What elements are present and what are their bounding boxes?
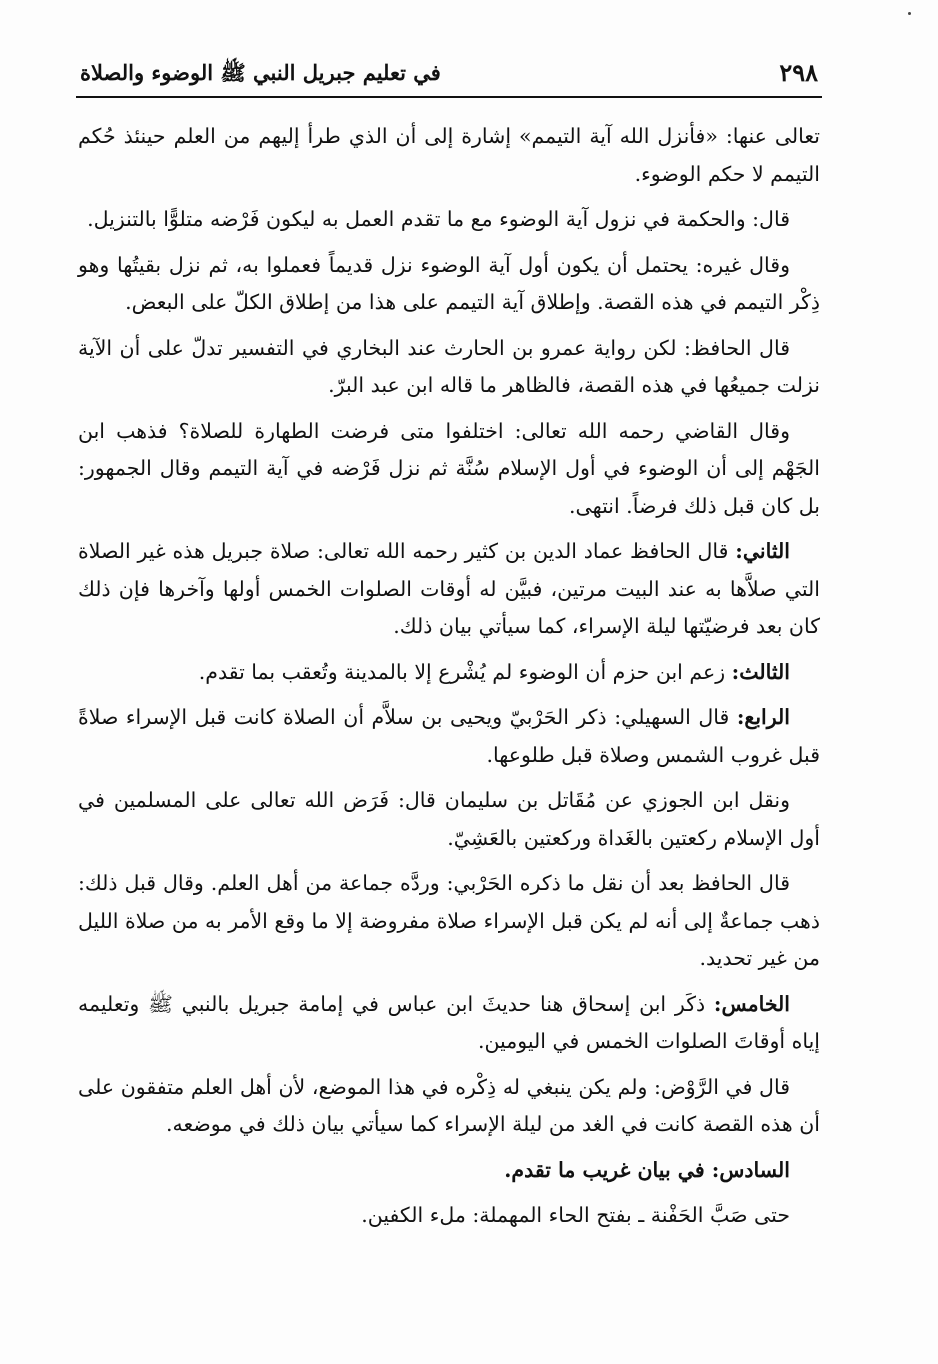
paragraph bbox=[78, 782, 820, 857]
scan-speck bbox=[908, 12, 911, 15]
section-lead: الخامس: bbox=[713, 991, 790, 1016]
section-lead: الرابع: bbox=[736, 705, 790, 729]
paragraph bbox=[78, 1069, 820, 1144]
paragraph bbox=[78, 330, 820, 405]
paragraph bbox=[78, 118, 820, 193]
paragraph bbox=[78, 201, 820, 239]
paragraph bbox=[78, 699, 820, 774]
paragraph-text: قال في الرَّوْض: ولم يكن ينبغي له ذِكْره في هذا الموضع، لأن أهل العلم متفقون على أن هذه القصة كانت في الغد من ليلة الإسراء كما سيأتي بيان ذلك في موضعه. bbox=[78, 1074, 820, 1136]
section-lead: الثالث: bbox=[731, 659, 790, 684]
paragraph bbox=[78, 533, 820, 646]
paragraph-text: وقال غيره: يحتمل أن يكون أول آية الوضوء نزل قديماً فعملوا به، ثم نزل بقيتُها وهو ذِكْر التيمم في هذه القصة. وإطلاق آية التيمم على هذا من إطلاق الكلّ على البعض. bbox=[78, 252, 820, 314]
page-number: ٢٩٨ bbox=[779, 58, 818, 87]
running-title: في تعليم جبريل النبي ﷺ الوضوء والصلاة bbox=[80, 60, 441, 85]
paragraph-text: قال الحافظ عماد الدين بن كثير رحمه الله تعالى: صلاة جبريل هذه غير الصلاة التي صلاَّها به عند البيت مرتين، فبيَّن له أوقات الصلوات الخمس أولها وآخرها فإن ذلك كان بعد فرضيّتها ليلة الإسراء، كما سيأتي بيان ذلك. bbox=[78, 539, 820, 638]
section-heading bbox=[78, 1152, 820, 1190]
paragraph bbox=[78, 865, 820, 978]
paragraph bbox=[78, 247, 820, 322]
paragraph-text: قال الحافظ: لكن رواية عمرو بن الحارث عند البخاري في التفسير تدلّ على أن الآية نزلت جميعُها في هذه القصة، فالظاهر ما قاله ابن عبد البرّ. bbox=[78, 335, 820, 397]
section-lead: الثاني: bbox=[735, 539, 790, 563]
paragraph bbox=[78, 413, 820, 526]
paragraph bbox=[78, 986, 820, 1061]
page-header bbox=[76, 52, 822, 94]
paragraph-text: حتى صَبَّ الحَفْنة ـ بفتح الحاء المهملة: ملء الكفين. bbox=[361, 1203, 790, 1227]
paragraph-text: قال الحافظ بعد أن نقل ما ذكره الحَرْبي: وردَّه جماعة من أهل العلم. وقال قبل ذلك: ذهب جماعةٌ إلى أنه لم يكن قبل الإسراء صلاة مفروضة إلا ما وقع الأمر به من صلاة الليل من غير تحديد. bbox=[78, 871, 820, 970]
paragraph bbox=[78, 654, 820, 692]
body-text bbox=[78, 118, 820, 1243]
paragraph-text: ونقل ابن الجوزي عن مُقَاتل بن سليمان قال: فَرَض الله تعالى على المسلمين في أول الإسلام ركعتين بالغَداة وركعتين بالعَشِيّ. bbox=[78, 788, 820, 850]
paragraph-text: زعم ابن حزم أن الوضوء لم يُشْرع إلا بالمدينة وتُعقب بما تقدم. bbox=[198, 659, 732, 684]
paragraph-text: قال السهيلي: ذكر الحَرْبيّ ويحيى بن سلاَّم أن الصلاة كانت قبل الإسراء صلاةً قبل غروب الشمس وصلاة قبل طلوعها. bbox=[78, 705, 820, 767]
paragraph-text: تعالى عنها: «فأنزل الله آية التيمم» إشارة إلى أن الذي طرأ إليهم من العلم حينئذ حُكم التيمم لا حكم الوضوء. bbox=[78, 124, 820, 186]
paragraph-text: ذكَر ابن إسحاق هنا حديثَ ابن عباس في إمامة جبريل بالنبي ﷺ وتعليمه إياه أوقاتَ الصلوات الخمس في اليومين. bbox=[78, 991, 820, 1053]
section-lead: السادس: في بيان غريب ما تقدم. bbox=[504, 1157, 790, 1182]
paragraph bbox=[78, 1197, 820, 1235]
paragraph-text: وقال القاضي رحمه الله تعالى: اختلفوا متى فرضت الطهارة للصلاة؟ فذهب ابن الجَهْم إلى أن الوضوء في أول الإسلام سُنَّة ثم نزل فَرْضه في آية التيمم وقال الجمهور: بل كان قبل ذلك فرضاً. انتهى. bbox=[78, 418, 820, 518]
header-rule bbox=[76, 96, 822, 98]
paragraph-text: قال: والحكمة في نزول آية الوضوء مع ما تقدم العمل به ليكون فَرْضه متلوًّا بالتنزيل. bbox=[87, 207, 790, 231]
